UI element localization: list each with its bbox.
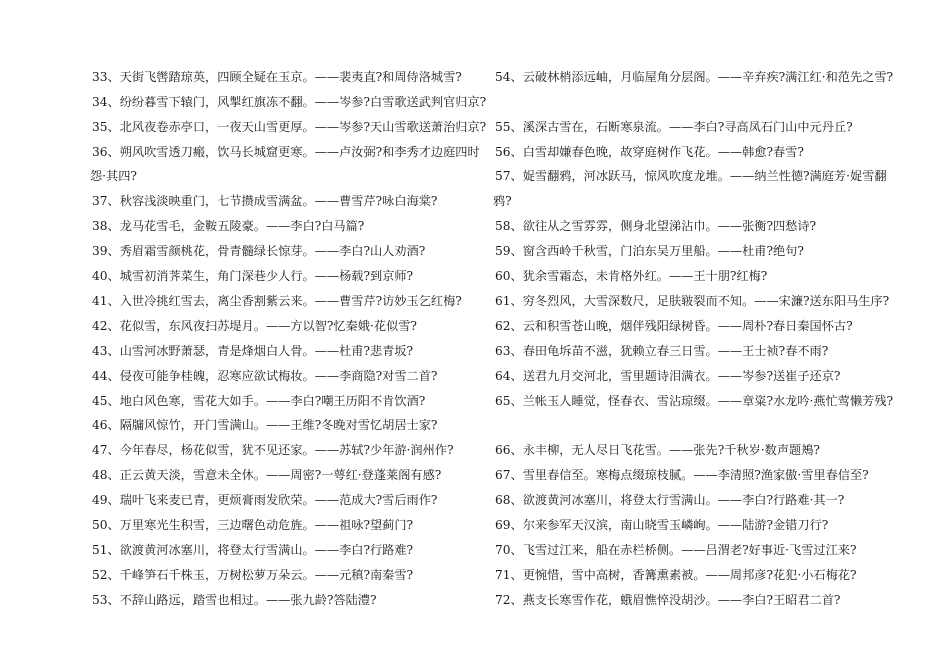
poem-line: 40、城雪初消荠菜生，角门深巷少人行。——杨载?到京师? — [92, 269, 414, 283]
poem-line: 71、更惋惜，雪中高树，香篝熏素被。——周邦彦?花犯·小石梅花? — [495, 568, 857, 582]
poem-line: 60、犹余雪霜态，未肯格外红。——王十朋?红梅? — [495, 269, 768, 283]
poem-line: 56、白雪却嫌春色晚，故穿庭树作飞花。——韩愈?春雪? — [495, 145, 804, 159]
poem-line: 48、正云黄天淡，雪意未全休。——周密?一萼红·登蓬莱阁有感? — [92, 468, 442, 482]
poem-line: 58、欲往从之雪雰雰，侧身北望涕沾巾。——张衡?四愁诗? — [495, 219, 817, 233]
poem-line: 63、春田龟坼苗不滋，犹赖立春三日雪。——王士祯?春不雨? — [495, 344, 829, 358]
poem-line: 61、穷冬烈风，大雪深数尺，足肤皲裂而不知。——宋濂?送东阳马生序? — [495, 294, 890, 308]
poem-line: 67、雪里春信至。寒梅点缀琼枝腻。——李清照?渔家傲·雪里春信至? — [495, 468, 869, 482]
poem-line: 68、欲渡黄河冰塞川，将登太行雪满山。——李白?行路难·其一? — [495, 493, 845, 507]
poem-line: 52、千峰笋石千株玉，万树松萝万朵云。——元稹?南秦雪? — [92, 568, 414, 582]
poem-line: 37、秋容浅淡映重门，七节攒成雪满盆。——曹雪芹?咏白海棠? — [92, 194, 438, 208]
poem-line-continuation: 怨·其四? — [90, 169, 137, 183]
poem-line: 55、溪深古雪在，石断寒泉流。——李白?寻高凤石门山中元丹丘? — [495, 120, 853, 134]
poem-line: 45、地白风色寒，雪花大如手。——李白?嘲王历阳不肯饮酒? — [92, 394, 426, 408]
poem-line: 39、秀眉霜雪颜桃花，骨青髓绿长惊芽。——李白?山人劝酒? — [92, 244, 426, 258]
poem-line: 57、娖雪翻鸦，河冰跃马，惊风吹度龙堆。——纳兰性德?满庭芳·娖雪翻 — [495, 169, 887, 183]
poem-line: 70、飞雪过江来，船在赤栏桥侧。——吕渭老?好事近·飞雪过江来? — [495, 543, 857, 557]
poem-line: 53、不辞山路远，踏雪也相过。——张九龄?答陆澧? — [92, 593, 377, 607]
poem-line: 65、兰帐玉人睡觉，怪春衣、雪沾琼缀。——章粢?水龙吟·燕忙莺懒芳残? — [495, 394, 894, 408]
poem-line: 44、侵夜可能争桂魄，忍寒应欲试梅妆。——李商隐?对雪二首? — [92, 369, 438, 383]
poem-line: 35、北风夜卷赤亭口，一夜天山雪更厚。——岑参?天山雪歌送萧治归京? — [92, 120, 487, 134]
poem-line: 69、尔来参军天汉滨，南山晓雪玉嶙峋。——陆游?金错刀行? — [495, 518, 829, 532]
poem-line: 34、纷纷暮雪下辕门，风掣红旗冻不翻。——岑参?白雪歌送武判官归京? — [92, 95, 487, 109]
poem-line: 66、永丰柳，无人尽日飞花雪。——张先?千秋岁·数声题鴂? — [495, 443, 820, 457]
poem-line: 64、送君九月交河北，雪里题诗泪满衣。——岑参?送崔子还京? — [495, 369, 841, 383]
poem-line: 47、今年春尽，杨花似雪，犹不见还家。——苏轼?少年游·润州作? — [92, 443, 454, 457]
poem-line: 54、云破林梢添远岫，月临屋角分层阁。——辛弃疾?满江红·和范先之雪? — [495, 70, 894, 84]
poem-line: 43、山雪河冰野萧瑟，青是烽烟白人骨。——杜甫?悲青坂? — [92, 344, 414, 358]
poem-line: 62、云和积雪苍山晚，烟伴残阳绿树昏。——周朴?春日秦国怀古? — [495, 319, 853, 333]
poem-line: 38、龙马花雪毛，金鞍五陵豪。——李白?白马篇? — [92, 219, 365, 233]
poem-line: 49、瑞叶飞来麦已青，更烦膏雨发欣荣。——范成大?雪后雨作? — [92, 493, 438, 507]
poem-line: 46、隔牖风惊竹，开门雪满山。——王维?冬晚对雪忆胡居士家? — [92, 418, 438, 432]
poem-line: 50、万里寒光生积雪，三边曙色动危旌。——祖咏?望蓟门? — [92, 518, 414, 532]
poem-line: 33、天街飞辔踏琼英，四顾全疑在玉京。——裴夷直?和周侍洛城雪? — [92, 70, 462, 84]
poem-line: 51、欲渡黄河冰塞川，将登太行雪满山。——李白?行路难? — [92, 543, 414, 557]
poem-line: 59、窗含西岭千秋雪，门泊东吴万里船。——杜甫?绝句? — [495, 244, 804, 258]
poem-line: 41、入世冷挑红雪去，离尘香割紫云来。——曹雪芹?访妙玉乞红梅? — [92, 294, 462, 308]
poem-line: 36、朔风吹雪透刀瘢，饮马长城窟更寒。——卢汝弼?和李秀才边庭四时 — [92, 145, 480, 159]
poem-line: 42、花似雪，东风夜扫苏堤月。——方以智?忆秦娥·花似雪? — [92, 319, 417, 333]
poem-line: 72、燕支长寒雪作花，蛾眉憔悴没胡沙。——李白?王昭君二首? — [495, 593, 841, 607]
poem-line-continuation: 鸦? — [493, 194, 512, 208]
